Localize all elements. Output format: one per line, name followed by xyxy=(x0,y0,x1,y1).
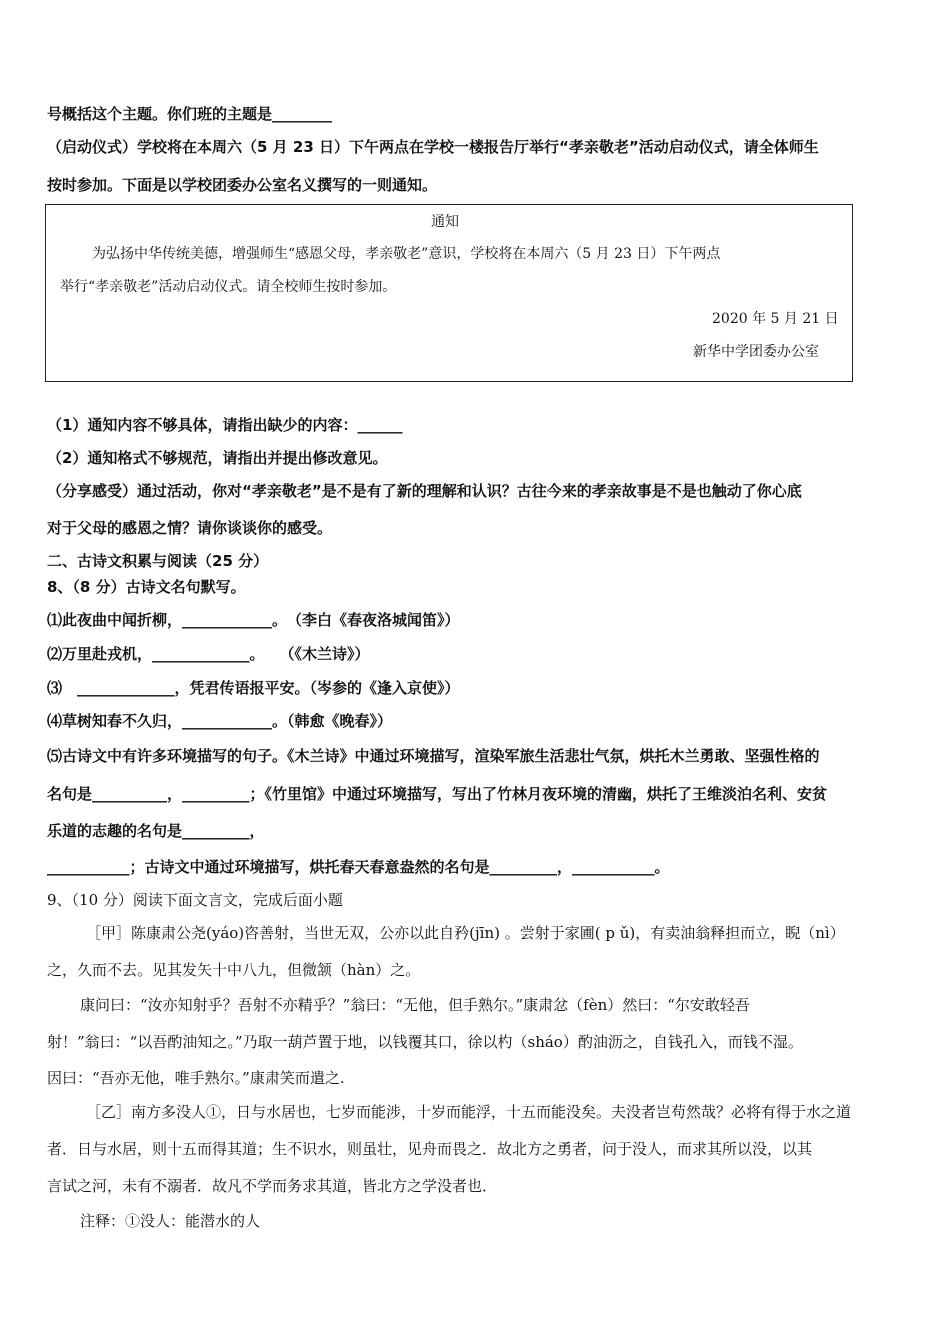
notice-body-2: 举行“孝亲敬老”活动启动仪式。请全校师生按时参加。 xyxy=(60,279,397,295)
jia-line-5: 因曰：“吾亦无他，唯手熟尔。”康肃笑而遣之. xyxy=(47,1069,345,1087)
yi-line-2: 者．日与水居，则十五而得其道；生不识水，则虽壮，见舟而畏之．故北方之勇者，问于没人，而求其所以没，以其 xyxy=(47,1140,813,1158)
yi-line-3: 言试之河，未有不溺者．故凡不学而务求其道，皆北方之学没者也． xyxy=(47,1177,498,1195)
question-1: （1）通知内容不够具体，请指出缺少的内容：______ xyxy=(47,416,403,434)
q8-item-8: ___________；古诗文中通过环境描写，烘托春天春意盎然的名句是_________，___________。 xyxy=(47,858,670,876)
notice-body-1: 为弘扬中华传统美德，增强师生“感恩父母，孝亲敬老”意识，学校将在本周六（5 月 23 日）下午两点 xyxy=(92,246,721,262)
notice-sender: 新华中学团委办公室 xyxy=(693,344,819,360)
q8-item-1: ⑴此夜曲中闻折柳，____________。 （李白《春夜洛城闻笛》） xyxy=(47,611,460,629)
q9-title: 9、（10 分）阅读下面文言文，完成后面小题 xyxy=(47,891,343,909)
jia-line-1: ［甲］陈康肃公尧(yáo)咨善射，当世无双，公亦以此自矜(jīn) 。尝射于家圃( p ǔ)，有卖油翁释担而立，睨（nì） xyxy=(86,924,845,942)
jia-line-3: 康问曰：“汝亦知射乎？吾射不亦精乎？”翁曰：“无他，但手熟尔。”康肃忿（fèn）然曰：“尔安敢轻吾 xyxy=(80,996,750,1014)
intro-line-1: 号概括这个主题。你们班的主题是________ xyxy=(47,105,333,123)
q8-item-7: 乐道的志趣的名句是_________， xyxy=(47,822,265,840)
share-line-2: 对于父母的感恩之情？请你谈谈你的感受。 xyxy=(47,519,333,537)
q8-item-3: ⑶ _____________，凭君传语报平安。（岑参的《逢入京使》） xyxy=(47,679,460,697)
q8-item-2: ⑵万里赴戎机，_____________。 （《木兰诗》） xyxy=(47,645,370,663)
intro-line-3: 按时参加。下面是以学校团委办公室名义撰写的一则通知。 xyxy=(47,176,438,194)
notice-box xyxy=(45,204,853,382)
annotation-note: 注释：①没人：能潜水的人 xyxy=(80,1212,261,1230)
yi-line-1: ［乙］南方多没人①，日与水居也，七岁而能涉，十岁而能浮，十五而能没矣。夫没者岂苟然哉？必将有得于水之道 xyxy=(86,1103,852,1121)
q8-item-5: ⑸古诗文中有许多环境描写的句子。《木兰诗》中通过环境描写，渲染军旅生活悲壮气氛，烘托木兰勇敢、坚强性格的 xyxy=(47,747,820,765)
question-2: （2）通知格式不够规范，请指出并提出修改意见。 xyxy=(47,449,388,467)
notice-date: 2020 年 5 月 21 日 xyxy=(712,311,839,327)
section-2-heading: 二、古诗文积累与阅读（25 分） xyxy=(47,552,269,570)
q8-item-6: 名句是__________，_________；《竹里馆》中通过环境描写，写出了竹林月夜环境的清幽，烘托了王维淡泊名利、安贫 xyxy=(47,785,828,803)
jia-line-2: 之，久而不去。见其发矢十中八九，但微颔（hàn）之。 xyxy=(47,961,421,979)
jia-line-4: 射！”翁曰：“以吾酌油知之。”乃取一葫芦置于地，以钱覆其口，徐以杓（sháo）酌油沥之，自钱孔入，而钱不湿。 xyxy=(47,1033,803,1051)
share-line-1: （分享感受）通过活动，你对“孝亲敬老”是不是有了新的理解和认识？古往今来的孝亲故事是不是也触动了你心底 xyxy=(47,482,802,500)
q8-title: 8、（8 分）古诗文名句默写。 xyxy=(47,578,246,596)
intro-line-2: （启动仪式）学校将在本周六（5 月 23 日）下午两点在学校一楼报告厅举行“孝亲敬老”活动启动仪式，请全体师生 xyxy=(47,138,819,156)
q8-item-4: ⑷草树知春不久归，____________。（韩愈《晚春》） xyxy=(47,712,393,730)
notice-title: 通知 xyxy=(431,214,459,230)
